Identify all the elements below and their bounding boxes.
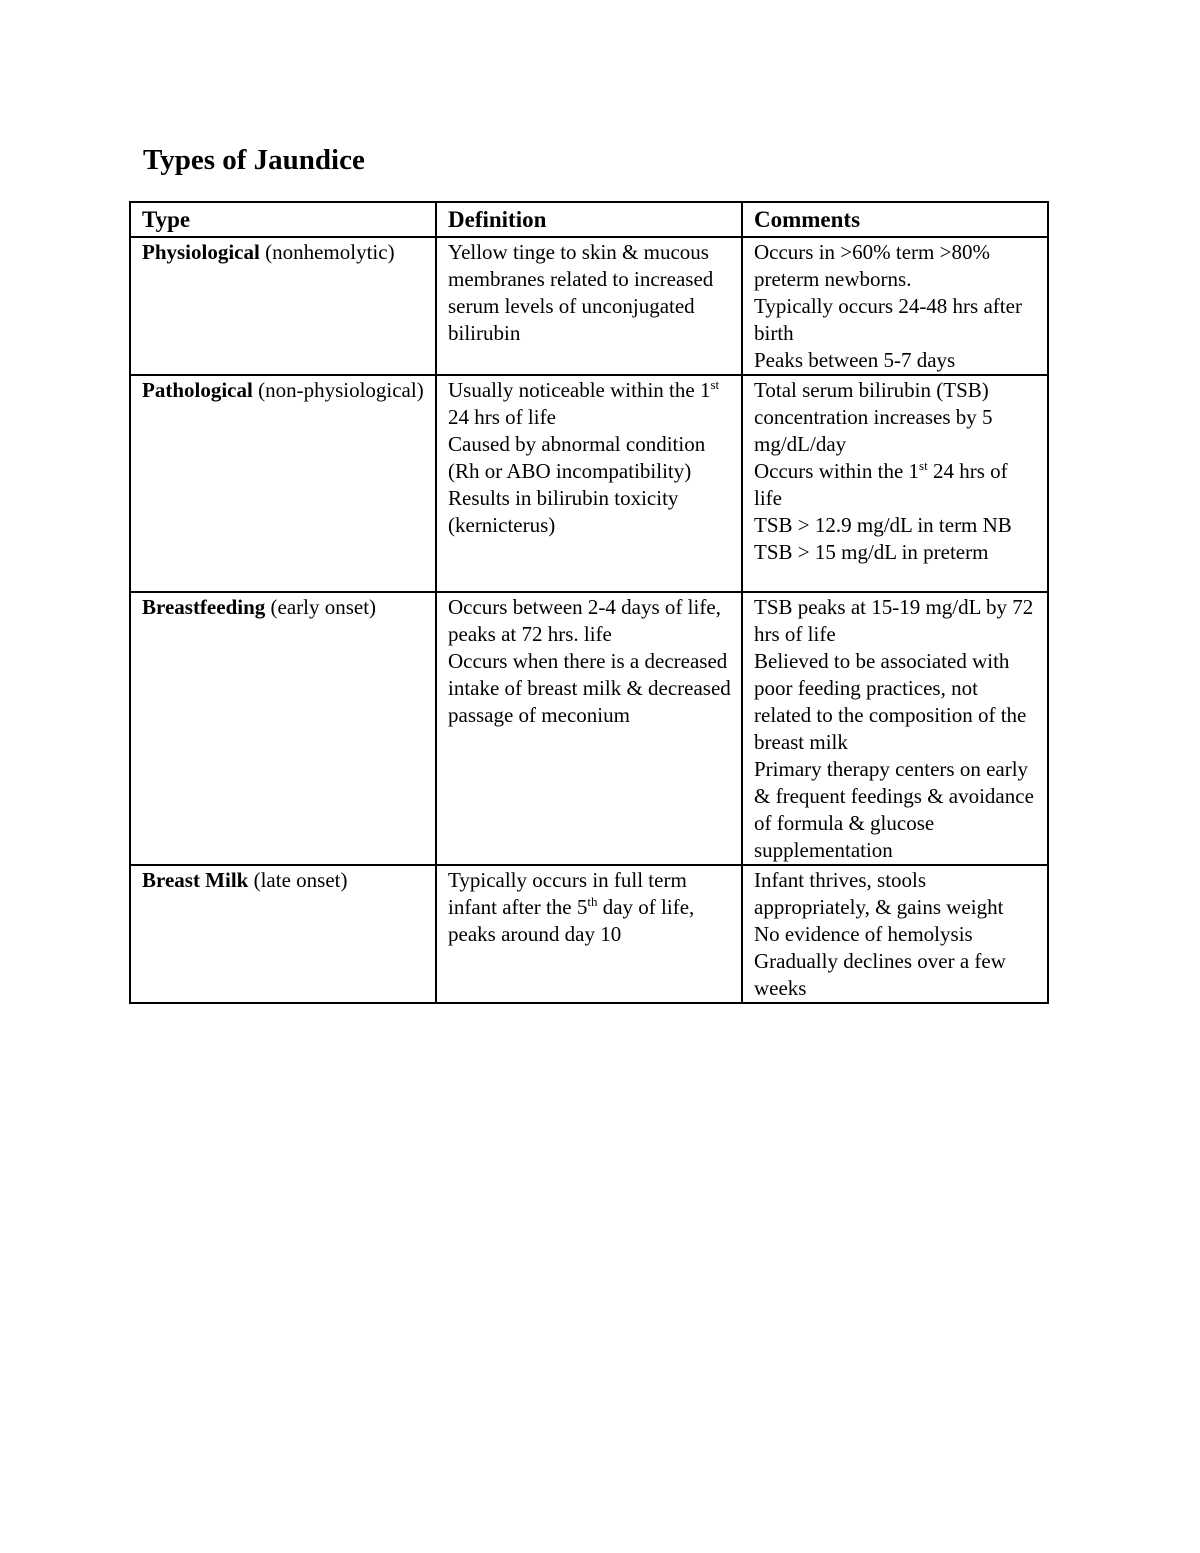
type-name: Breastfeeding — [142, 595, 266, 619]
table-header-row — [130, 202, 1048, 237]
definition-line: Results in bilirubin toxicity (kernicterus) — [448, 486, 679, 537]
definition-line: Caused by abnormal condition (Rh or ABO incompatibility) — [448, 432, 706, 483]
comment-line: Typically occurs 24-48 hrs after birth — [754, 294, 1022, 345]
comments-cell — [742, 592, 1048, 865]
definition-line — [448, 377, 732, 431]
line-text: Occurs within the 1 — [754, 459, 920, 483]
line-text: 24 hrs of life — [448, 405, 556, 429]
table-row — [130, 592, 1048, 865]
type-cell — [130, 592, 436, 865]
document-title: Types of Jaundice — [143, 144, 365, 176]
type-cell — [130, 865, 436, 1003]
table-row — [130, 865, 1048, 1003]
type-cell — [130, 375, 436, 592]
comment-line: No evidence of hemolysis — [754, 922, 973, 946]
header-definition: Definition — [436, 202, 742, 237]
line-text: Typically occurs in full term infant after the 5 — [448, 868, 687, 919]
comment-line: TSB > 12.9 mg/dL in term NB — [754, 513, 1012, 537]
definition-cell — [436, 865, 742, 1003]
comment-line: Peaks between 5-7 days — [754, 348, 956, 372]
comment-line — [754, 458, 1038, 512]
comment-line: Believed to be associated with poor feeding practices, not related to the composition of the breast milk — [754, 649, 1027, 754]
line-text: 24 hrs of life — [754, 459, 1008, 510]
definition-cell — [436, 237, 742, 375]
type-name: Pathological — [142, 378, 253, 402]
type-name: Physiological — [142, 240, 260, 264]
type-qualifier: (early onset) — [265, 595, 377, 619]
comment-line: Total serum bilirubin (TSB) concentration increases by 5 mg/dL/day — [754, 378, 993, 456]
line-text: day of life, peaks around day 10 — [448, 895, 695, 946]
jaundice-types-table — [129, 201, 1049, 1004]
ordinal-superscript: th — [587, 894, 598, 909]
comment-line: TSB > 15 mg/dL in preterm — [754, 540, 989, 564]
comment-line: Infant thrives, stools appropriately, & gains weight — [754, 868, 1004, 919]
comment-line: Occurs in >60% term >80% preterm newborns. — [754, 240, 990, 291]
definition-cell — [436, 592, 742, 865]
definition-line: Yellow tinge to skin & mucous membranes related to increased serum levels of unconjugated bilirubin — [448, 240, 714, 345]
type-qualifier: (non-physiological) — [252, 378, 424, 402]
comments-cell — [742, 865, 1048, 1003]
type-cell — [130, 237, 436, 375]
type-qualifier: (nonhemolytic) — [259, 240, 395, 264]
definition-line: Occurs between 2-4 days of life, peaks at 72 hrs. life — [448, 595, 721, 646]
comments-cell — [742, 375, 1048, 592]
type-name: Breast Milk — [142, 868, 249, 892]
table-body — [130, 237, 1048, 1003]
type-qualifier: (late onset) — [248, 868, 348, 892]
ordinal-superscript: st — [710, 377, 720, 392]
definition-cell — [436, 375, 742, 592]
header-type: Type — [130, 202, 436, 237]
ordinal-superscript: st — [919, 458, 928, 473]
table-row — [130, 237, 1048, 375]
definition-line: Occurs when there is a decreased intake of breast milk & decreased passage of meconium — [448, 649, 731, 727]
definition-line — [448, 867, 732, 948]
comment-line: Gradually declines over a few weeks — [754, 949, 1006, 1000]
table-row — [130, 375, 1048, 592]
line-text: Usually noticeable within the 1 — [448, 378, 711, 402]
header-comments: Comments — [742, 202, 1048, 237]
comment-line: TSB peaks at 15-19 mg/dL by 72 hrs of life — [754, 595, 1034, 646]
comment-line: Primary therapy centers on early & frequent feedings & avoidance of formula & glucose supplementation — [754, 757, 1034, 862]
comments-cell — [742, 237, 1048, 375]
